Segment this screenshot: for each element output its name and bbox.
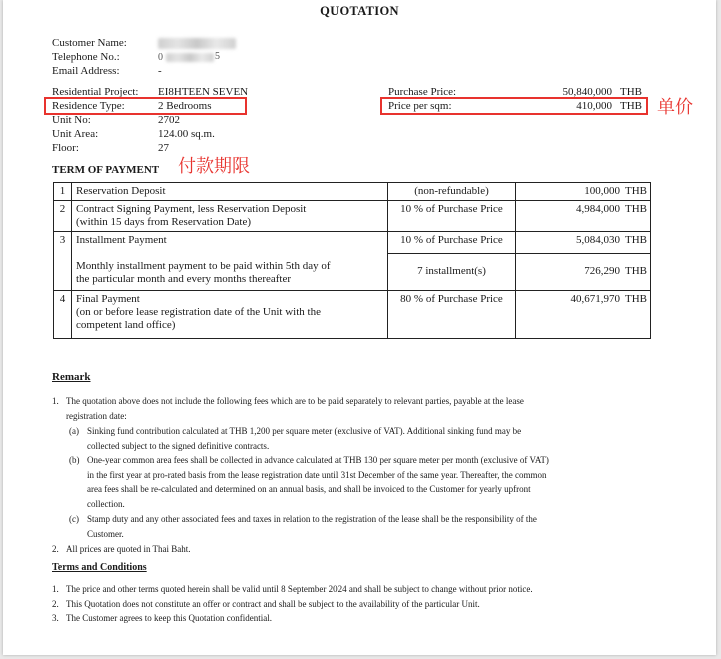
payment-note: 10 % of Purchase Price bbox=[388, 201, 516, 232]
unit-no-value: 2702 bbox=[158, 114, 180, 126]
condition-1-number: 1. bbox=[52, 584, 59, 594]
payment-note: 10 % of Purchase Price bbox=[388, 232, 516, 254]
project-label: Residential Project: bbox=[52, 86, 139, 98]
payment-description bbox=[72, 232, 388, 254]
residence-type-label: Residence Type: bbox=[52, 100, 125, 112]
price-per-sqm-highlight bbox=[380, 97, 648, 115]
payment-amount: 100,000 bbox=[584, 185, 620, 197]
unit-area-value: 124.00 sq.m. bbox=[158, 128, 215, 140]
payment-amount-cell bbox=[516, 232, 651, 254]
price-per-sqm-currency: THB bbox=[620, 100, 642, 112]
payment-number: 1 bbox=[54, 183, 72, 201]
floor-label: Floor: bbox=[52, 142, 79, 154]
payment-currency: THB bbox=[625, 265, 647, 278]
payment-description bbox=[72, 254, 388, 291]
payment-number: 3 bbox=[54, 232, 72, 291]
payment-amount: 5,084,030 bbox=[576, 234, 620, 246]
payment-description-line: Reservation Deposit bbox=[76, 185, 166, 197]
payment-description bbox=[72, 183, 388, 201]
payment-currency: THB bbox=[625, 234, 647, 246]
payment-table bbox=[53, 182, 651, 339]
remark-a bbox=[87, 424, 521, 453]
payment-number: 2 bbox=[54, 201, 72, 232]
payment-term-annotation: 付款期限 bbox=[178, 156, 250, 177]
telephone-label: Telephone No.: bbox=[52, 51, 120, 63]
condition-2-number: 2. bbox=[52, 599, 59, 609]
condition-3-number: 3. bbox=[52, 613, 59, 623]
payment-currency: THB bbox=[625, 203, 647, 215]
document-title: QUOTATION bbox=[320, 4, 399, 18]
purchase-price-currency: THB bbox=[620, 86, 642, 98]
payment-amount: 4,984,000 bbox=[576, 203, 620, 215]
condition-3: The Customer agrees to keep this Quotation confidential. bbox=[66, 613, 272, 623]
payment-amount: 40,671,970 bbox=[570, 292, 620, 305]
payment-description-line: (within 15 days from Reservation Date) bbox=[76, 216, 252, 228]
remark-heading: Remark bbox=[52, 371, 91, 383]
terms-conditions-heading: Terms and Conditions bbox=[52, 562, 147, 573]
remark-c bbox=[87, 512, 537, 541]
payment-currency: THB bbox=[625, 292, 647, 305]
remark-line: collection. bbox=[87, 498, 125, 509]
remark-a-label: (a) bbox=[69, 426, 79, 436]
payment-note: 80 % of Purchase Price bbox=[388, 290, 516, 338]
remark-line: area fees shall be re-calculated and determined on an annual basis, and shall be invoiced to the Customer for yearly upfront bbox=[87, 484, 531, 494]
table-row bbox=[54, 254, 651, 291]
unit-price-annotation: 单价 bbox=[657, 97, 693, 118]
payment-description-line: (on or before lease registration date of the Unit with the bbox=[76, 305, 321, 318]
remark-line: Sinking fund contribution calculated at THB 1,200 per square meter (exclusive of VAT). Additional sinking fund may be bbox=[87, 426, 522, 436]
condition-1: The price and other terms quoted herein shall be valid until 8 September 2024 and shall be subject to change without prior notice. bbox=[66, 584, 533, 594]
telephone-redacted bbox=[166, 53, 214, 62]
payment-note: (non-refundable) bbox=[388, 183, 516, 201]
payment-description bbox=[72, 290, 388, 338]
payment-description-line: Contract Signing Payment, less Reservation Deposit bbox=[76, 203, 307, 215]
residence-type-value: 2 Bedrooms bbox=[158, 100, 212, 112]
customer-name-label: Customer Name: bbox=[52, 37, 127, 49]
purchase-price-label: Purchase Price: bbox=[388, 86, 457, 98]
telephone-tail: 5 bbox=[215, 51, 220, 62]
telephone-partial: 0 bbox=[158, 52, 163, 63]
payment-description bbox=[72, 201, 388, 232]
payment-description-line: Installment Payment bbox=[76, 234, 167, 246]
payment-description-line: competent land office) bbox=[76, 318, 176, 331]
payment-description-line: Monthly installment payment to be paid within 5th day of bbox=[76, 259, 331, 272]
purchase-price-value: 50,840,000 bbox=[562, 86, 612, 98]
payment-note: 7 installment(s) bbox=[388, 254, 516, 291]
condition-2: This Quotation does not constitute an offer or contract and shall be subject to the availability of the particular Unit. bbox=[66, 599, 480, 609]
payment-currency: THB bbox=[625, 185, 647, 197]
remark-line: registration date: bbox=[66, 410, 127, 421]
email-label: Email Address: bbox=[52, 65, 120, 77]
table-row bbox=[54, 183, 651, 201]
remark-item-2: All prices are quoted in Thai Baht. bbox=[66, 544, 191, 554]
floor-value: 27 bbox=[158, 142, 169, 154]
remark-line: in the first year at pro-rated basis from the lease registration date until 31st December of the same year. Thereafter, the common bbox=[87, 469, 547, 480]
price-per-sqm-label: Price per sqm: bbox=[388, 100, 452, 112]
payment-amount-cell bbox=[516, 254, 651, 291]
payment-amount-cell bbox=[516, 201, 651, 232]
payment-number: 4 bbox=[54, 290, 72, 338]
term-of-payment-heading: TERM OF PAYMENT bbox=[52, 164, 160, 176]
remark-line: Stamp duty and any other associated fees and taxes in relation to the registration of the lease shall be the responsibility of the bbox=[87, 514, 537, 524]
quotation-document bbox=[3, 0, 716, 655]
payment-amount-cell bbox=[516, 290, 651, 338]
email-value: - bbox=[158, 65, 162, 77]
remark-b-label: (b) bbox=[69, 455, 80, 465]
table-row bbox=[54, 290, 651, 338]
table-row bbox=[54, 232, 651, 254]
remark-item-1 bbox=[66, 394, 524, 423]
unit-area-label: Unit Area: bbox=[52, 128, 99, 140]
payment-description-line: Final Payment bbox=[76, 292, 140, 305]
customer-name-redacted bbox=[158, 38, 236, 49]
unit-no-label: Unit No: bbox=[52, 114, 91, 126]
remark-line: The quotation above does not include the following fees which are to be paid separately to relevant parties, payable at the lease bbox=[66, 396, 524, 406]
project-value: EI8HTEEN SEVEN bbox=[158, 86, 249, 98]
remark-line: One-year common area fees shall be collected in advance calculated at THB 130 per square meter per month (exclusive of VAT) bbox=[87, 455, 549, 465]
remark-item-1-number: 1. bbox=[52, 396, 59, 406]
remark-c-label: (c) bbox=[69, 514, 79, 524]
remark-line: collected subject to the signed definitive contracts. bbox=[87, 440, 270, 451]
payment-amount-cell bbox=[516, 183, 651, 201]
table-row bbox=[54, 201, 651, 232]
remark-b bbox=[87, 453, 549, 511]
payment-amount: 726,290 bbox=[584, 265, 620, 278]
remark-item-2-number: 2. bbox=[52, 544, 59, 554]
remark-line: Customer. bbox=[87, 528, 124, 539]
payment-description-line: the particular month and every months thereafter bbox=[76, 272, 292, 285]
residence-type-highlight bbox=[44, 97, 247, 115]
price-per-sqm-value: 410,000 bbox=[576, 100, 612, 112]
